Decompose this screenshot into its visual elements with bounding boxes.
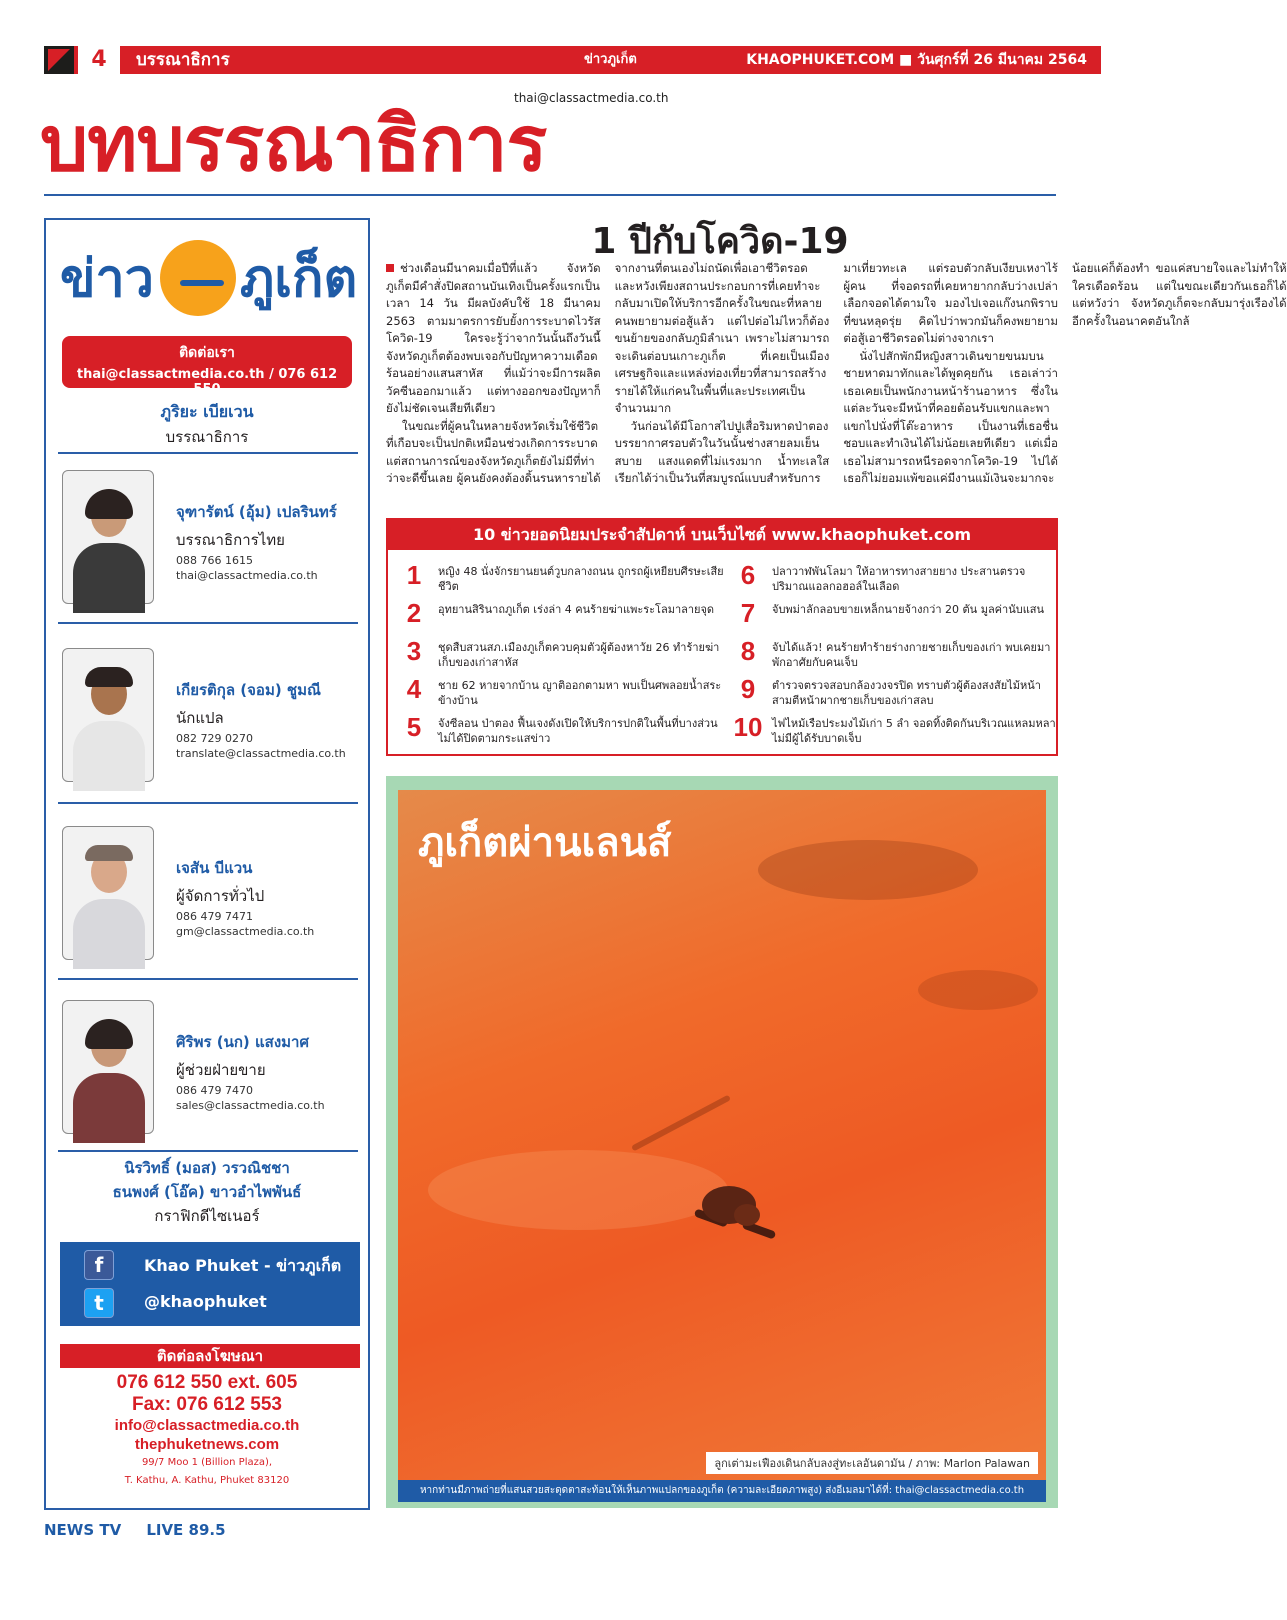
page-header-bar [44, 46, 1101, 74]
ad-address-line: 99/7 Moo 1 (Billion Plaza), [141, 1457, 273, 1468]
facebook-icon: f [84, 1250, 114, 1280]
bullet-icon [386, 264, 394, 272]
page-title: บทบรรณาธิการ [40, 99, 547, 188]
ad-address-line: T. Kathu, A. Kathu, Phuket 83120 [124, 1475, 290, 1486]
divider [58, 622, 358, 624]
live-radio-logo: LIVE 89.5 [146, 1521, 226, 1539]
article-paragraph: วันก่อนได้มีโอกาสไปปูเสื่อริมหาดป่าตอง บรรยากาศรอบตัวในวันนั้นช่างสายลมเย็นสบาย แสงแดดที่ไม่แรงมาก น้ำทะเลใส เรียกได้ว่าเป็นวันที่สมบูรณ์แบบสำหรับการมาเที่ยวทะเล แต่รอบตัวกลับเงียบเหงาไร้ผู้คน ที่จอดรถที่เคยหายากกลับว่างเปล่า เลือกจอดได้ตามใจ มองไปเจอแก๊งนกพิราบที่ขนหลุดรุ่ย คิดไปว่าพวกมันก็คงพยายามต่อสู้เอาชีวิตรอดไม่ต่างจากเรา [614, 261, 1058, 485]
contact-line[interactable]: thai@classactmedia.co.th / 076 612 550 [76, 367, 338, 397]
staff-name: จุฑารัตน์ (อุ้ม) เปลรินทร์ [176, 503, 337, 521]
article-paragraph: นั่งไปสักพักมีหญิงสาวเดินขายขนมบนชายหาดมาทักและได้พูดคุยกัน เธอเล่าว่าเธอเคยเป็นพนักงานหน้าร้านอาหาร ซึ่งในแต่ละวันจะมีหน้าที่คอยต้อนรับแขกและพาแขกไปนั่งที่โต๊ะอาหาร เป็นงานที่เธอชื่นชอบและทำเงินได้ไม่น้อยเลยทีเดียว แต่เมื่อเธอไม่สามารถหนีรอดจากโควิด-19 ไปได้ เธอก็ไม่ยอมแพ้ขอแค่มีงานแม้เงินจะมากจะน้อยแค่ก็ต้องทำ ขอแค่สบายใจและไม่ทำให้ใครเดือดร้อน แต่ในขณะเดียวกันเธอก็ได้แต่หวังว่า จังหวัดภูเก็ตจะกลับมารุ่งเรืองได้อีกครั้งในอนาคตอันใกล้ [843, 261, 1287, 485]
person-icon [73, 543, 145, 613]
staff-name: ศิริพร (นก) แสงมาศ [176, 1033, 309, 1051]
top10-item[interactable]: 2 อุทยานสิรินาถภูเก็ต เร่งล่า 4 คนร้ายฆ่าแพะระโลมาลายจุด [406, 598, 715, 628]
staff-photo [62, 826, 154, 960]
designer-name: นิรวิทธิ์ (มอส) วรวณิชชา [124, 1159, 290, 1177]
designers-block [46, 1156, 368, 1228]
editor-name: ภูริยะ เบียเวน [160, 402, 254, 421]
staff-email[interactable]: translate@classactmedia.co.th [176, 747, 346, 760]
advertising-heading: ติดต่อลงโฆษณา [60, 1344, 360, 1368]
top10-item[interactable]: 10 ไฟไหม้เรือประมงไม้เก่า 5 ลำ จอดทิ้งติดกันบริเวณแหลมหลา ไม่มีผู้ได้รับบาดเจ็บ [733, 712, 1056, 745]
photo-feature [386, 776, 1058, 1508]
top10-item[interactable]: 7 จับพม่าลักลอบขายเหล็กนายจ้างกว่า 20 ตัน มูลค่านับแสน [740, 598, 1045, 628]
top10-item[interactable]: 1 หญิง 48 นั่งจักรยานยนต์วูบกลางถนน ถูกรถผู้เหยียบศีรษะเสียชีวิต [406, 560, 724, 593]
article-paragraph: ช่วงเดือนมีนาคมเมื่อปีที่แล้ว จังหวัดภูเก็ตมีคำสั่งปิดสถานบันเทิงเป็นครั้งแรกเป็นเวลา 14 วัน มีผลบังคับใช้ 18 มีนาคม 2563 ตามมาตรการยับยั้งการระบาดไวรัสโควิด-19 ใครจะรู้ว่าจากวันนั้นถึงวันนี้จังหวัดภูเก็ตต้องพบเจอกับปัญหาความเดือดร้อนอย่างแสนสาหัส ที่แม้ว่าจะมีการผลิตวัคซีนออกมาแล้ว แต่ทางออกของปัญหาก็ยังไม่ชัดเจนเสียทีเดียว [386, 261, 601, 415]
corner-mark-icon [44, 46, 74, 74]
staff-email[interactable]: gm@classactmedia.co.th [176, 925, 315, 938]
designer-name: ธนพงศ์ (โอ๊ค) ขาวอำไพพันธ์ [112, 1183, 302, 1201]
sun-palm-icon [160, 240, 236, 316]
staff-phone: 086 479 7470 [176, 1084, 253, 1097]
header-mini-logo: ข่าวภูเก็ต [584, 52, 637, 67]
turtle-icon [694, 1180, 766, 1236]
person-icon [73, 899, 145, 969]
staff-role: ผู้จัดการทั่วไป [176, 887, 265, 905]
ad-phone: 076 612 550 ext. 605 [116, 1372, 298, 1393]
page-number: 4 [78, 46, 120, 74]
staff-photo [62, 470, 154, 604]
top10-item[interactable]: 5 จังซีลอน ป่าตอง ฟื้นเจงดังเปิดให้บริการปกติในพื้นที่บางส่วน ไม่ได้ปิดตามกระแสข่าว [406, 712, 718, 745]
turtle-track-icon [631, 1095, 731, 1152]
staff-email[interactable]: thai@classactmedia.co.th [176, 569, 318, 582]
staff-email[interactable]: sales@classactmedia.co.th [176, 1099, 325, 1112]
editor-block [46, 400, 368, 449]
staff-photo [62, 648, 154, 782]
top10-item[interactable]: 8 จับได้แล้ว! คนร้ายทำร้ายร่างกายชายเก็บของเก่า พบเคยมาพักอาศัยกับคนเจ็บ [740, 636, 1051, 669]
logo-text-right: ภูเก็ต [240, 249, 358, 309]
ad-fax: Fax: 076 612 553 [131, 1394, 282, 1415]
photo-title: ภูเก็ตผ่านเลนส์ [418, 820, 672, 866]
staff-photo [62, 1000, 154, 1134]
top10-item[interactable]: 4 ชาย 62 หายจากบ้าน ญาติออกตามหา พบเป็นศพลอยน้ำสระข้างบ้าน [406, 674, 722, 707]
staff-phone: 082 729 0270 [176, 732, 253, 745]
staff-sidebar [44, 218, 370, 1510]
turtle-beach-photo [398, 790, 1046, 1480]
photo-submission-note: หากท่านมีภาพถ่ายที่แสนสวยสะดุดตาสะท้อนให้เห็นภาพแปลกของภูเก็ต (ความละเอียดภาพสูง) ส่งอีเมลมาได้ที่: thai@classactmedia.co.th [398, 1480, 1046, 1502]
top10-item[interactable]: 9 ตำรวจตรวจสอบกล้องวงจรปิด ทราบตัวผู้ต้องสงสัยไม้หน้าสามตีหน้าผากชายเก็บของเก่าสลบ [740, 674, 1041, 707]
article-paragraph: ในขณะที่ผู้คนในหลายจังหวัดเริ่มใช้ชีวิตที่เกือบจะเป็นปกติเหมือนช่วงเกิดการระบาด แต่สถานการณ์ของจังหวัดภูเก็ตยังไม่มีที่ท่าว่าจะดีขึ้นเลย ผู้คนยังคงต้องดิ้นรนหารายได้จากงานที่ตนเองไม่ถนัดเพื่อเอาชีวิตรอด และหวังเพียงสถานประกอบการที่เคยทำจะกลับมาเปิดให้บริการอีกครั้งในขณะที่หลายคนพยายามต่อสู้แล้ว แต่ไปต่อไม่ไหวก็ต้องขนย้ายของกลับภูมิลำเนา เพราะไม่สามารถจะเดินต่อบนเกาะภูเก็ต ที่เคยเป็นเมืองเศรษฐกิจและแหล่งท่องเที่ยวที่สามารถสร้างรายได้ให้แก่คนในพื้นที่และประเทศเป็นจำนวนมาก [386, 261, 830, 485]
designer-role: กราฟิกดีไซเนอร์ [154, 1207, 260, 1225]
site-and-date: KHAOPHUKET.COM ■ วันศุกร์ที่ 26 มีนาคม 2564 [746, 52, 1087, 68]
staff-name: เจสัน บีแวน [176, 859, 253, 877]
divider [58, 802, 358, 804]
staff-card [62, 1000, 358, 1134]
article-headline: 1 ปีกับโควิด-19 [591, 221, 849, 262]
divider [58, 1150, 358, 1152]
staff-card [62, 826, 358, 960]
staff-name: เกียรติกุล (จอม) ชูมณี [176, 681, 321, 699]
staff-role: ผู้ช่วยฝ่ายขาย [176, 1061, 266, 1079]
ad-website[interactable]: thephuketnews.com [134, 1436, 280, 1453]
article-body [386, 260, 1287, 500]
advertising-info [46, 1372, 368, 1490]
partner-logos [44, 1520, 246, 1544]
divider [58, 452, 358, 454]
person-icon [73, 1073, 145, 1143]
staff-role: นักแปล [176, 709, 224, 727]
logo-text-left: ข่าว [60, 249, 154, 309]
news-tv-logo: NEWS TV [44, 1521, 122, 1539]
staff-card [62, 648, 358, 782]
divider [44, 194, 1056, 196]
contact-label: ติดต่อเรา [179, 345, 235, 361]
masthead-email[interactable]: thai@classactmedia.co.th [514, 91, 669, 105]
staff-role: บรรณาธิการไทย [176, 531, 285, 549]
top10-box [386, 518, 1058, 756]
ad-email[interactable]: info@classactmedia.co.th [114, 1417, 300, 1434]
twitter-label: @khaophuket [144, 1292, 267, 1311]
photo-caption: ลูกเต่ามะเฟืองเดินกลับลงสู่ทะเลอันดามัน / ภาพ: Marlon Palawan [706, 1452, 1038, 1474]
divider [58, 978, 358, 980]
person-icon [73, 721, 145, 791]
facebook-label: Khao Phuket - ข่าวภูเก็ต [144, 1256, 342, 1275]
top10-heading: 10 ข่าวยอดนิยมประจำสัปดาห์ บนเว็บไซต์ www.khaophuket.com [388, 520, 1056, 550]
editor-role: บรรณาธิการ [165, 428, 249, 446]
contact-box [62, 336, 352, 397]
staff-phone: 086 479 7471 [176, 910, 253, 923]
social-box [60, 1242, 360, 1326]
twitter-icon: t [84, 1288, 114, 1318]
khaophuket-logo [60, 236, 356, 324]
staff-phone: 088 766 1615 [176, 554, 253, 567]
top10-item[interactable]: 3 ชุดสืบสวนสภ.เมืองภูเก็ตควบคุมตัวผู้ต้องหาวัย 26 ทำร้ายฆ่าเก็บของเก่าสาหัส [406, 636, 720, 669]
staff-card [62, 470, 358, 604]
top10-item[interactable]: 6 ปลาวาฬพันโลมา ให้อาหารทางสายยาง ประสานตรวจปริมาณแอลกอฮอล์ในเลือด [740, 560, 1026, 593]
section-label: บรรณาธิการ [136, 50, 230, 70]
